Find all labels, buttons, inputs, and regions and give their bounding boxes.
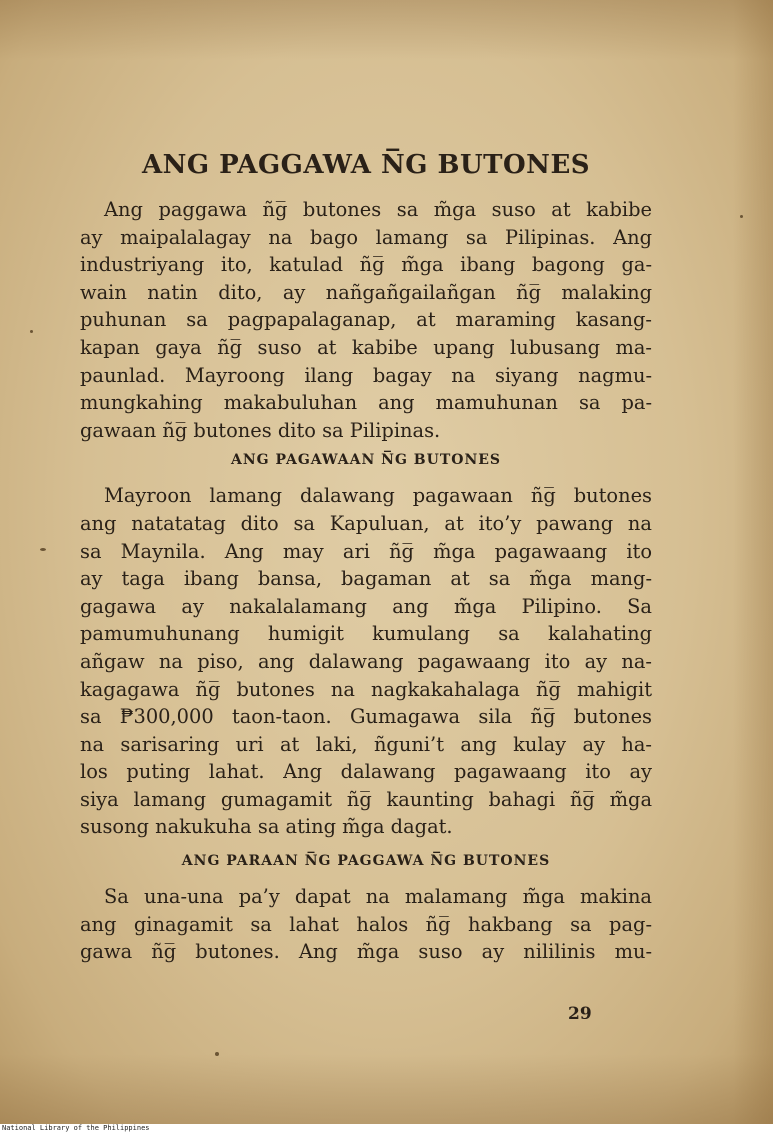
text-line: sa ₱300,000 taon-taon. Gumagawa sila ñg̅ butones <box>80 705 652 729</box>
text-line: siya lamang gumagamit ñg̅ kaunting bahagi ñg̅ m̃ga <box>80 787 652 811</box>
text-line: mungkahing makabuluhan ang mamuhunan sa pa- <box>80 391 652 415</box>
text-line: kapan gaya ñg̅ suso at kabibe upang lubusang ma- <box>80 335 652 359</box>
paper-edge-bottom <box>0 1054 773 1124</box>
paragraph-2 <box>80 482 652 841</box>
text-line: sa Maynila. Ang may ari ñg̅ m̃ga pagawaang ito <box>80 539 652 563</box>
paragraph-3 <box>80 883 652 966</box>
subheading-pagawaan: ANG PAGAWAAN N̅G BUTONES <box>230 452 502 469</box>
page-content <box>80 150 652 966</box>
paper-edge-top <box>0 0 773 60</box>
text-line: añgaw na piso, ang dalawang pagawaang ito ay na- <box>80 649 652 673</box>
text-line: wain natin dito, ay nañgañgailañgan ñg̅ malaking <box>80 280 652 304</box>
subheading-paraan: ANG PARAAN N̅G PAGGAWA N̅G BUTONES <box>181 853 551 870</box>
text-line: industriyang ito, katulad ñg̅ m̃ga ibang bagong ga- <box>80 253 652 277</box>
text-line: gawa ñg̅ butones. Ang m̃ga suso ay nililinis mu- <box>80 940 652 964</box>
text-line: paunlad. Mayroong ilang bagay na siyang nagmu- <box>80 363 652 387</box>
text-line: puhunan sa pagpapalaganap, at maraming kasang- <box>80 308 652 332</box>
text-line: ang natatatag dito sa Kapuluan, at ito’y pawang na <box>80 511 652 535</box>
page-number: 29 <box>568 1004 592 1024</box>
text-line: na sarisaring uri at laki, ñguni’t ang kulay ay ha- <box>80 732 652 756</box>
text-line: kagagawa ñg̅ butones na nagkakahalaga ñg̅ mahigit <box>80 677 652 701</box>
text-line: los puting lahat. Ang dalawang pagawaang ito ay <box>80 760 652 784</box>
text-line: Ang paggawa ñg̅ butones sa m̃ga suso at kabibe <box>104 198 652 221</box>
text-line: ay maipalalagay na bago lamang sa Pilipinas. Ang <box>80 225 652 249</box>
text-line: pamumuhunang humigit kumulang sa kalahating <box>80 622 652 646</box>
text-line: gagawa ay nakalalamang ang m̃ga Pilipino. Sa <box>80 594 652 618</box>
text-line: susong nakukuha sa ating m̃ga dagat. <box>80 815 453 839</box>
text-line: ay taga ibang bansa, bagaman at sa m̃ga mang- <box>80 567 652 591</box>
footer-bar <box>0 1124 773 1133</box>
text-line: Mayroon lamang dalawang pagawaan ñg̅ butones <box>104 484 652 508</box>
text-line: gawaan ñg̅ butones dito sa Pilipinas. <box>80 418 441 442</box>
paper-edge-right <box>733 0 773 1124</box>
paragraph-1 <box>80 196 652 444</box>
page-title: ANG PAGGAWA N̅G BUTONES <box>141 150 591 180</box>
text-line: Sa una-una pa’y dapat na malamang m̃ga makina <box>104 885 652 909</box>
library-credit: National Library of the Philippines <box>2 1124 150 1132</box>
text-line: ang ginagamit sa lahat halos ñg̅ hakbang sa pag- <box>80 912 652 936</box>
